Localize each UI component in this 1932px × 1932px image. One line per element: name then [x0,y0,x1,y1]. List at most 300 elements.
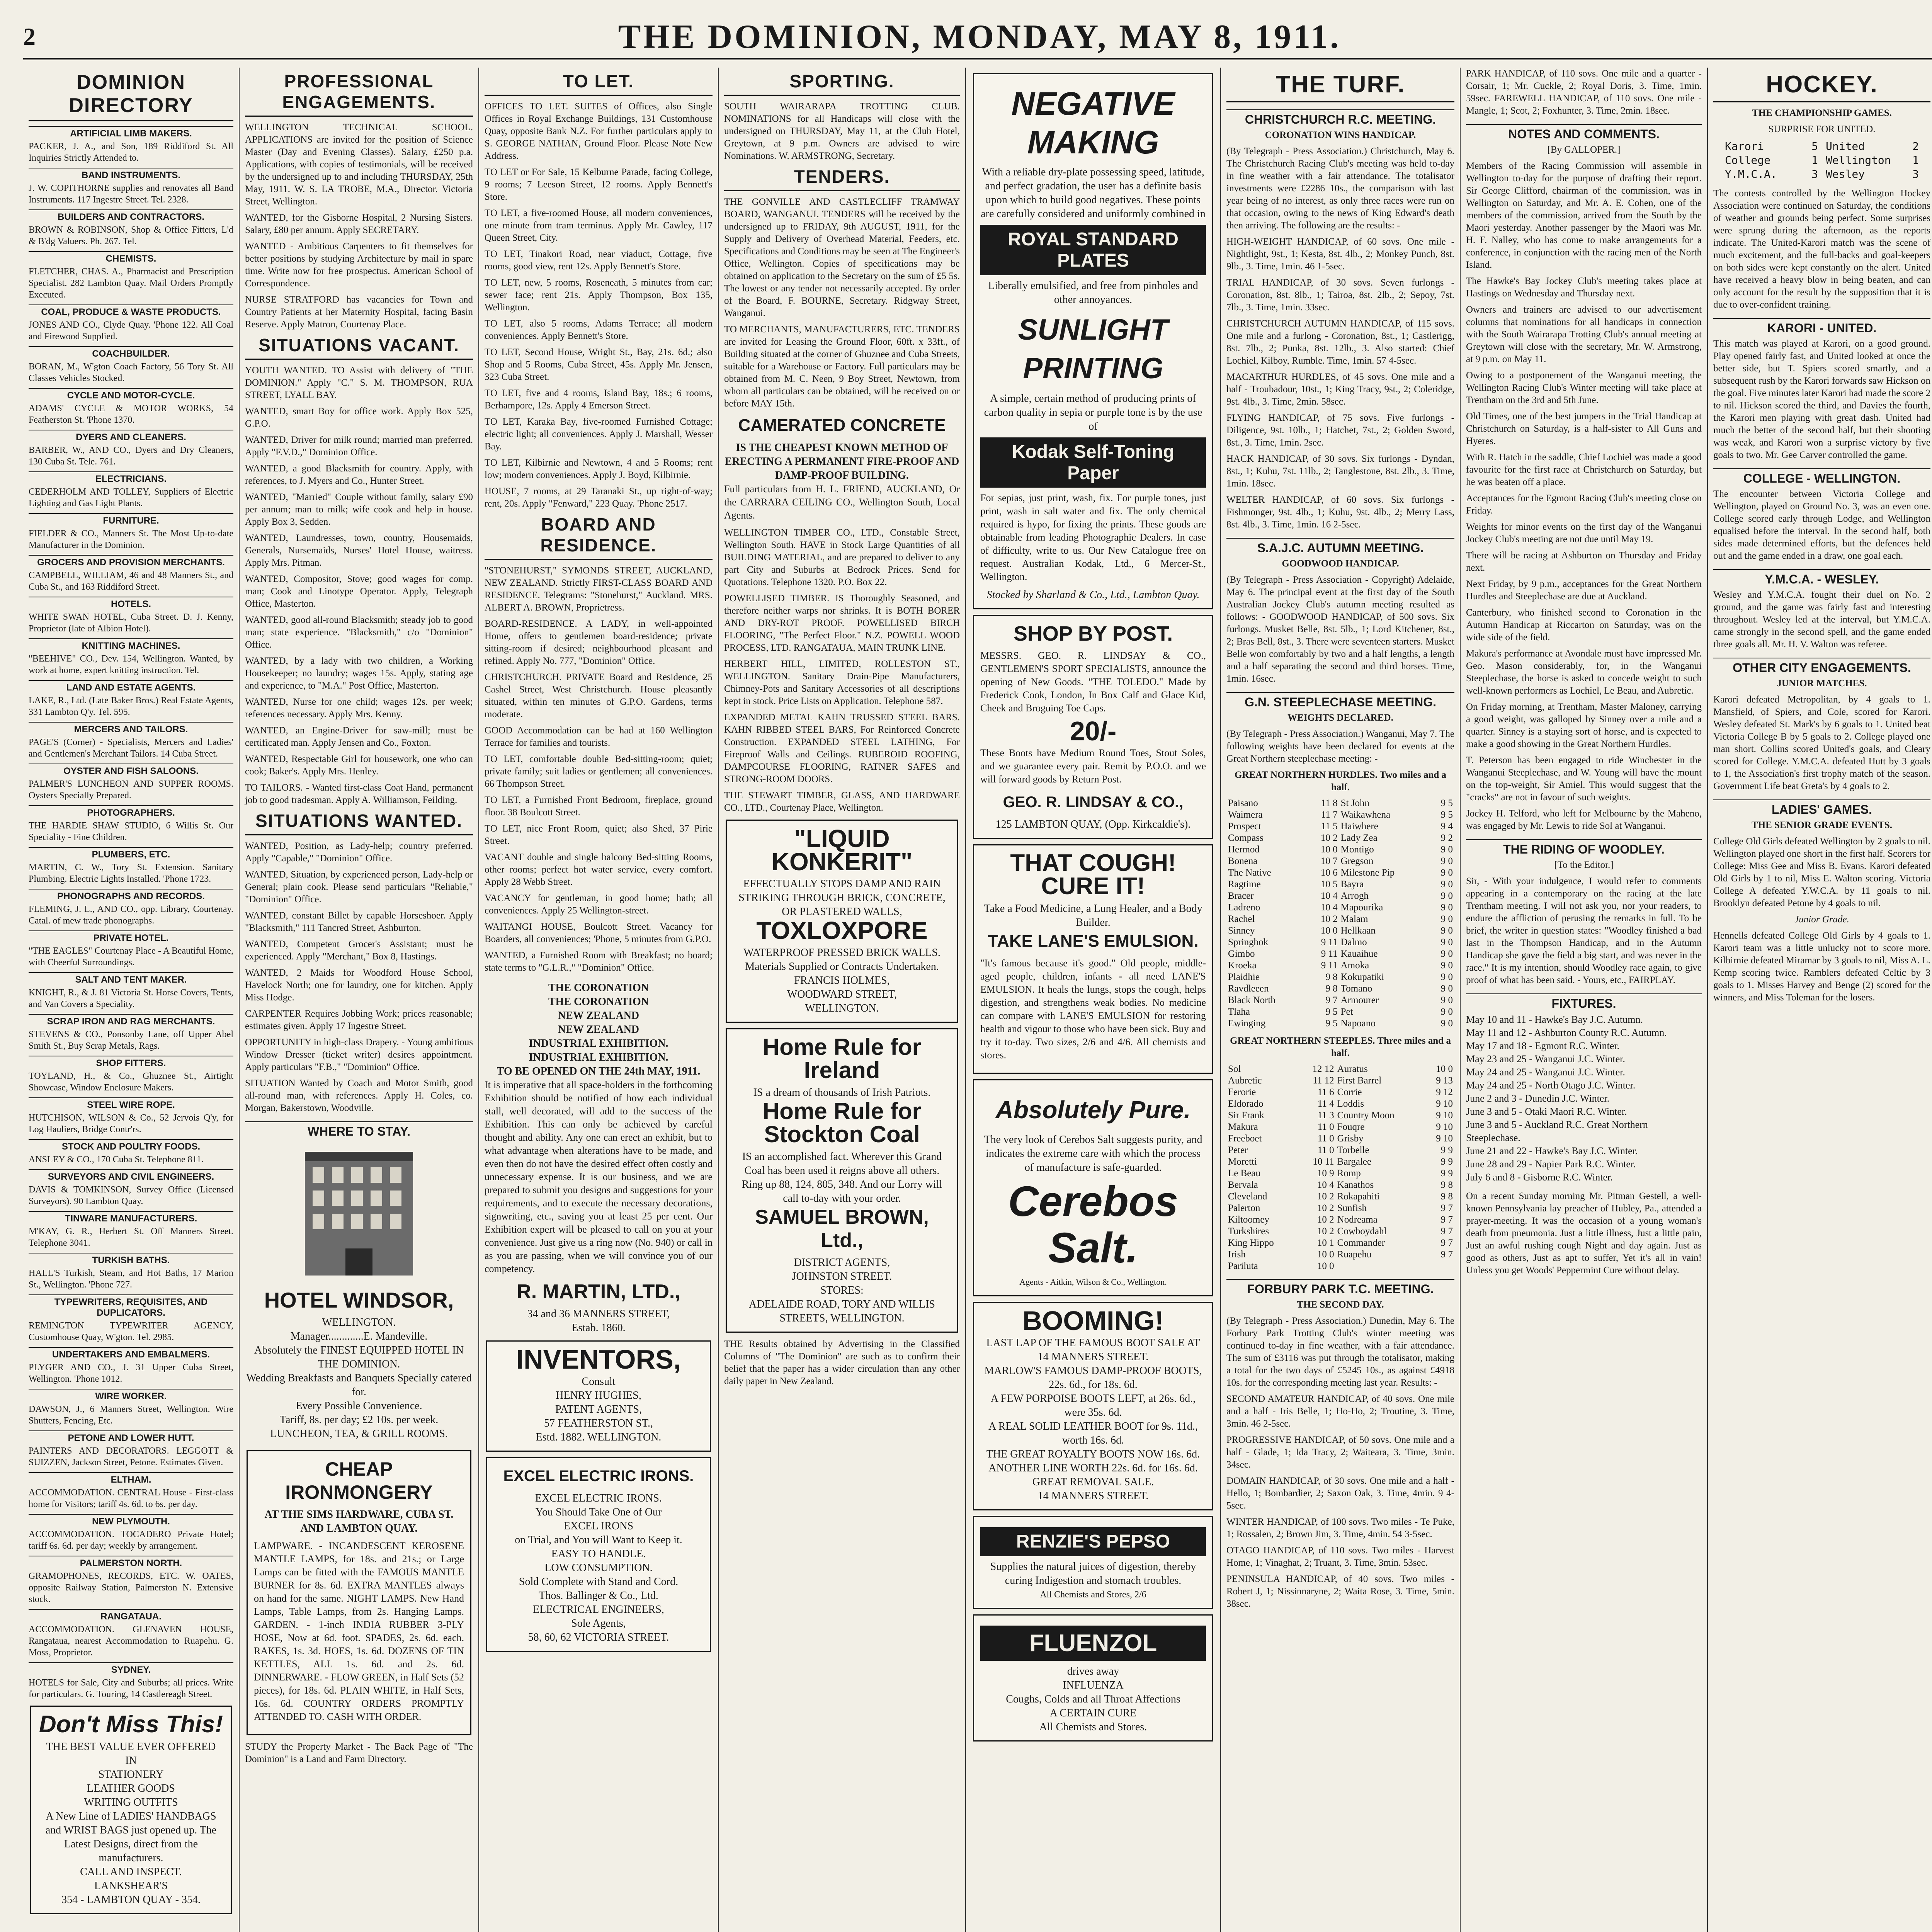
college-heading: COLLEGE - WELLINGTON. [1713,468,1930,486]
hurdles-row [1226,948,1454,960]
fluenzol-title: FLUENZOL [980,1626,1206,1661]
exhibition-line: INDUSTRIAL EXHIBITION. [529,1037,668,1049]
weight-cell: 10 4 [1317,1180,1334,1190]
karori-heading: KARORI - UNITED. [1713,318,1930,335]
weight-cell: 9 0 [1440,949,1453,959]
steeples-row [1226,1237,1454,1249]
to-let-entry: TO LET, Karaka Bay, five-roomed Furnished Cottage; electric light; all conveniences. Apply J. Marshall, Wesser Bay. [485,417,713,452]
weights-sub: WEIGHTS DECLARED. [1287,713,1393,723]
to-let-entry: TO LET, Kilbirnie and Newtown, 4 and 5 Rooms; rent low; modern conveniences. Apply J. Boyd, Kilbirnie. [485,457,713,480]
directory-category: PRIVATE HOTEL. [29,930,233,944]
horse-cell: Arrogh [1340,891,1369,901]
sajc-report: (By Telegraph - Press Association - Copyright) Adelaide, May 6. The principal event at the first day of the South Australian Jockey Club's autumn meeting resulted as follows: - GOODWOOD HANDICAP, of 500 sovs. Six furlongs. Musket Belle, 8st. 5lb., 1; Lord Kitchener, 8st., 2; Bras Bell, 8st., 3. There were seventeen starters. Musket Belle won comfortably by two and a half lengths, a length and a half separating the second and third horses. Time, 1min. 16sec. [1226,575,1454,684]
note-entry: Acceptances for the Egmont Racing Club's meeting close on Friday. [1466,493,1702,516]
timber-entry: POWELLISED TIMBER. IS Thoroughly Seasoned, and therefore neither warps nor shrinks. It is BOTH BORER AND DRY-ROT PROOF. POWELLISED BIRCH FLOORING, "The Perfect Floor." N.Z. POWELL WOOD PROCESS, LTD. RANGATAUA, MAIN TRUNK LINE. [724,593,960,653]
hurdles-row [1226,1006,1454,1018]
horse-cell: Bargalee [1337,1156,1372,1167]
exhibition-line: INDUSTRIAL EXHIBITION. [529,1051,668,1063]
horse-cell: Rokapahiti [1337,1191,1380,1202]
lankshear-ad [30,1706,232,1914]
inventors-line: PATENT AGENTS, [555,1403,642,1415]
column-directory [23,68,240,1932]
score-row [1725,139,1919,153]
hurdles-weights-table [1226,798,1454,1029]
horse-cell: Springbok [1228,937,1269,947]
weight-cell: 10 6 [1320,867,1338,878]
board-entry: GOOD Accommodation can be had at 160 Wellington Terrace for families and tourists. [485,725,713,748]
lankshear-line: LANKSHEAR'S [94,1880,168,1892]
weight-cell: 10 0 [1317,1261,1334,1271]
peppermint-cure-ad: On a recent Sunday morning Mr. Pitman Gestell, a well-known Pennsylvania lay preacher of Hubley, Pa., attended a prayer-meeting. It was the occasion of a young woman's death from pneumonia. Just a little illness, Just a little pain, Just an awful rushing cough Night and day again. Just as good as others, Just as apt to suffer, Yet it's all in vain! Unless you get Woods' Peppermint Cure without delay. [1466,1191,1702,1276]
ironmongery-title: CHEAP IRONMONGERY [285,1458,433,1503]
weight-cell: 9 0 [1440,937,1453,947]
directory-entry: CAMPBELL, WILLIAM, 46 and 48 Manners St., and Cuba St., and 163 Riddiford Street. [29,570,233,592]
royal-body: Liberally emulsified, and free from pinholes and other annoyances. [988,280,1198,306]
hurdles-row [1226,821,1454,832]
hurdles-row [1226,1018,1454,1029]
horse-cell: Torbelle [1337,1145,1369,1155]
fluenzol-line: All Chemists and Stores. [1039,1721,1147,1733]
to-let-heading: TO LET. [485,71,713,96]
horse-cell: Ferorie [1228,1087,1256,1097]
directory-category: FURNITURE. [29,513,233,526]
hurdles-row [1226,890,1454,902]
fixture-entry: May 11 and 12 - Ashburton County R.C. Autumn. [1466,1027,1667,1038]
directory-entry: THE HARDIE SHAW STUDIO, 6 Willis St. Our Speciality - Fine Children. [29,821,233,842]
sporting-list [724,100,960,162]
directory-entry: PALMER'S LUNCHEON AND SUPPER ROOMS. Oysters Specially Prepared. [29,779,233,801]
fixture-entry: June 3 and 5 - Otaki Maori R.C. Winter. [1466,1106,1627,1117]
directory-entry: FIELDER & CO., Manners St. The Most Up-to-date Manufacturer in the Dominion. [29,529,233,550]
directory-category: TURKISH BATHS. [29,1253,233,1266]
cough-body2: "It's famous because it's good." Old people, middle-aged people, children, infants - all need LANE'S EMULSION. It heals the lungs, stops the cough, helps digestion, and strengthens weak bodies. No medicine can compare with LANE'S EMULSION for restoring health and vigour to those who have been sick. Buy and try it to-day. Two sizes, 2/6 and 4/6. All chemists and stores. [980,957,1206,1061]
weight-cell: 9 2 [1440,833,1453,843]
inventors-line: HENRY HUGHES, [556,1389,641,1401]
weight-cell: 9 7 [1325,995,1338,1005]
horse-cell: First Barrel [1337,1075,1382,1086]
horse-cell: Hermod [1228,844,1260,855]
directory-list [29,126,233,1700]
directory-entry: PAINTERS AND DECORATORS. LEGGOTT & SUIZZEN, Jackson Street, Petone. Estimates Given. [29,1446,233,1468]
note-entry: The Hawke's Bay Jockey Club's meeting takes place at Hastings on Wednesday and Thursday next. [1466,276,1702,299]
booming-line: 14 MANNERS STREET. [1037,1351,1149,1363]
horse-cell: Black North [1228,995,1276,1005]
directory-entry: ACCOMMODATION. GLENAVEN HOUSE, Rangataua, nearest Accommodation to Ruapehu. G. Moss, Proprietor. [29,1624,233,1658]
weight-cell: 10 4 [1320,902,1338,913]
horse-cell: Le Beau [1228,1168,1260,1179]
weight-cell: 9 5 [1325,1018,1338,1029]
wanted-entry: CARPENTER Requires Jobbing Work; prices reasonable; estimates given. Apply 17 Ingestre Street. [245,1009,473,1031]
weight-cell: 9 0 [1440,902,1453,913]
directory-category: ELECTRICIANS. [29,471,233,485]
directory-category: SHOP FITTERS. [29,1056,233,1069]
horse-cell: Freeboet [1228,1133,1262,1144]
hurdles-row [1226,867,1454,879]
professional-entry: WANTED, for the Gisborne Hospital, 2 Nursing Sisters. Salary, £80 per annum. Apply SECRETARY. [245,213,473,235]
weight-cell: 10 11 [1313,1156,1334,1167]
toxloxpore-line: FRANCIS HOLMES, [794,975,890,986]
hurdles-row [1226,855,1454,867]
directory-category: HOTELS. [29,597,233,610]
horse-cell: Cleveland [1228,1191,1267,1202]
weight-cell: 9 0 [1440,1007,1453,1017]
away-team: United [1826,140,1865,153]
pepso-title: RENZIE'S PEPSO [980,1527,1206,1556]
horse-cell: Ladreno [1228,902,1260,913]
horse-cell: Corrie [1337,1087,1362,1097]
directory-category: PALMERSTON NORTH. [29,1556,233,1569]
hotel-door [345,1248,372,1276]
steeples-title: GREAT NORTHERN STEEPLES. Three miles and a half. [1230,1036,1451,1058]
masthead [23,15,1932,60]
directory-category: SURVEYORS AND CIVIL ENGINEERS. [29,1169,233,1182]
home-score: 5 [1811,140,1818,153]
inventors-ad [486,1340,711,1452]
horse-cell: Eldorado [1228,1099,1264,1109]
directory-category: PETONE AND LOWER HUTT. [29,1430,233,1444]
horse-cell: Waimera [1228,810,1263,820]
directory-category: OYSTER AND FISH SALOONS. [29,764,233,777]
horse-cell: Gimbo [1228,949,1255,959]
note-entry: Old Times, one of the best jumpers in the Trial Handicap at Christchurch on Saturday, is a half-sister to All Guns and Hyeres. [1466,411,1702,446]
horse-cell: Ruapehu [1337,1249,1372,1260]
vacant-entry: WANTED, Compositor, Stove; good wages for comp. man; Cook and Linotype Operator. Apply, Telegraph Office, Masterton. [245,574,473,609]
horse-cell: The Native [1228,867,1271,878]
directory-entry: STEVENS & CO., Ponsonby Lane, off Upper Abel Smith St., Buy Scrap Metals, Rags. [29,1029,233,1051]
directory-entry: HUTCHISON, WILSON & Co., 52 Jervois Q'y, for Log Hauliers, Bridge Contr'rs. [29,1113,233,1134]
weight-cell: 10 2 [1317,1203,1334,1213]
martin-estab: Estab. 1860. [571,1322,626,1334]
directory-entry: M'KAY, G. R., Herbert St. Off Manners Street. Telephone 3041. [29,1226,233,1248]
turf-heading: THE TURF. [1226,71,1454,102]
directory-category: TYPEWRITERS, REQUISITES, AND DUPLICATORS. [29,1294,233,1318]
forbury-result: WINTER HANDICAP, of 100 sovs. Two miles - Te Puke, 1; Rossalen, 2; Brown Jim, 3. Time, 4min. 54 3-5sec. [1226,1517,1454,1539]
weight-cell: 9 0 [1440,960,1453,971]
directory-entry: MARTIN, C. W., Tory St. Extension. Sanitary Plumbing. Electric Lights Installed. 'Phone 1723. [29,862,233,884]
wanted-entry: WANTED, Position, as Lady-help; country preferred. Apply "Capable," "Dominion" Office. [245,841,473,864]
booming-line: 14 MANNERS STREET. [1037,1490,1149,1502]
toxloxpore-line: Materials Supplied or Contracts Undertaken. [745,961,939,973]
weight-cell: 9 7 [1440,1238,1453,1248]
liquid-title: "LIQUID KONKERIT" [771,825,913,876]
directory-category: GROCERS AND PROVISION MERCHANTS. [29,555,233,568]
forbury-result: DOMAIN HANDICAP, of 30 sovs. One mile and a half - Hello, 1; Bombardier, 2; Saxon Oak, 3. Time, 4min. 9 4-5sec. [1226,1476,1454,1511]
steeples-row [1226,1202,1454,1214]
cough-title: THAT COUGH! CURE IT! [1010,850,1176,900]
note-entry: T. Peterson has been engaged to ride Winchester in the Wanganui Steeplechase, and W. Young will have the mount on the top-weight, Sir Amiel. This would suggest that the "cracks" are not in favour of such weights. [1466,755,1702,803]
score-row [1725,153,1919,167]
inventors-title: INVENTORS, [516,1344,681,1374]
note-entry: Jockey H. Telford, who left for Melbourne by the Maheno, was engaged by Mr. Lewis to ride Sol at Wanganui. [1466,808,1702,831]
vacant-entry: YOUTH WANTED. TO Assist with delivery of "THE DOMINION." Apply "C." S. M. THOMPSON, RUA STREET, LYALL BAY. [245,365,473,400]
vacant-entry: WANTED, by a lady with two children, a Working Housekeeper; no laundry; wages 15s. Apply, stating age and experience, to "M.A." Post Office, Masterton. [245,656,473,691]
negative-making-ad [973,73,1213,609]
steeples-row [1226,1179,1454,1191]
professional-heading: PROFESSIONAL ENGAGEMENTS. [245,71,473,117]
column-hockey [1708,68,1932,1932]
steeples-weights-table [1226,1063,1454,1272]
steeples-row [1226,1133,1454,1145]
directory-entry: DAWSON, J., 6 Manners Street, Wellington. Wire Shutters, Fencing, Etc. [29,1404,233,1426]
directory-category: PLUMBERS, ETC. [29,847,233,860]
steeples-row [1226,1191,1454,1202]
inventors-line: Consult [582,1376,616,1388]
to-let-entry: OFFICES TO LET. SUITES of Offices, also Single Offices in Royal Exchange Buildings, 131 Customhouse Quay, opposite Bank N.Z. For further particulars apply to S. GEORGE NATHAN, Ground Floor. Please Note New Address. [485,101,713,161]
forbury-result: SECOND AMATEUR HANDICAP, of 40 sovs. One mile and a half - Iris Belle, 1; Ho-Ho, 2; Troutine, 3. Time, 3min. 46 2-5sec. [1226,1394,1454,1429]
horse-cell: King Hippo [1228,1238,1274,1248]
directory-entry: FLEMING, J. L., AND CO., opp. Library, Courtenay. Catal. of mew trade phonographs. [29,904,233,926]
junior-grade-report: Hennells defeated College Old Girls by 4 goals to 1. Karori team was a little unlucky not to score more. Kilbirnie defeated Miramar by 3 goals to nil, Miss A. L. Kemp scoring twice. Ramblers defeated Celtic by 3 goals to 1. Misses Harvey and Benge (2) scored for the winners, and Miss Toleman for the losers. [1713,930,1930,1003]
board-entry: WAITANGI HOUSE, Boulcott Street. Vacancy for Boarders, all conveniences; 'Phone, 5 minutes from G.P.O. [485,922,713,944]
home-score: 3 [1811,168,1818,180]
hurdles-title: GREAT NORTHERN HURDLES. Two miles and a half. [1234,770,1447,793]
booming-lines [980,1336,1206,1503]
hotel-line: WELLINGTON. [322,1316,396,1328]
lanes-emulsion-ad [973,844,1213,1074]
column-to-let [479,68,719,1932]
directory-entry: HALL'S Turkish, Steam, and Hot Baths, 17 Marion St., Wellington. 'Phone 727. [29,1268,233,1290]
home-rule-t1: IS a dream of thousands of Irish Patriots. [753,1087,931,1099]
race-result: HACK HANDICAP, of 30 sovs. Six furlongs - Dyndan, 8st., 1; Kuhu, 7st. 11lb., 2; Tanglestone, 8st. 2lb., 3. Time, 1min. 18sec. [1226,454,1454,489]
booming-line: LAST LAP OF THE FAMOUS BOOT SALE AT [986,1337,1200,1349]
steeples-row [1226,1249,1454,1260]
horse-cell: Kauaihue [1340,949,1378,959]
horse-cell: Sir Frank [1228,1110,1264,1121]
vacant-entry: WANTED, Respectable Girl for housework, one who can cook; Baker's. Apply Mrs. Henley. [245,754,473,777]
directory-category: UNDERTAKERS AND EMBALMERS. [29,1347,233,1360]
vacant-entry: WANTED, Nurse for one child; wages 12s. per week; references necessary. Apply Mrs. Kenny. [245,697,473,719]
pepso-foot: All Chemists and Stores, 2/6 [1040,1590,1146,1600]
horse-cell: Irish [1228,1249,1246,1260]
concrete-body2: Full particulars from H. L. FRIEND, AUCKLAND, Or the CARRARA CEILING CO., Wellington South, Local Agents. [724,483,960,521]
weight-cell [1425,1260,1454,1272]
irons-line: LOW CONSUMPTION. [544,1562,653,1574]
note-entry: With R. Hatch in the saddle, Chief Lochiel was made a good favourite for the first race at Christchurch on Saturday, but he was beaten off a place. [1466,452,1702,487]
royal-title: ROYAL STANDARD PLATES [980,225,1206,275]
horse-cell: Bervala [1228,1180,1258,1190]
horse-cell: Moretti [1228,1156,1257,1167]
weight-cell: 11 6 [1317,1087,1334,1097]
samuel-brown-firm: SAMUEL BROWN, Ltd., [755,1206,929,1252]
directory-entry: FLETCHER, CHAS. A., Pharmacist and Prescription Specialist. 282 Lambton Quay. Mail Orders Promptly Executed. [29,267,233,300]
directory-category: LAND AND ESTATE AGENTS. [29,680,233,693]
gn-heading: G.N. STEEPLECHASE MEETING. [1226,692,1454,709]
weight-cell: 9 10 [1436,1122,1453,1132]
wanted-entry: SITUATION Wanted by Coach and Motor Smith, good all-round man, with references. Apply H. Coles, co. Morgan, Bakerstown, Woodville. [245,1078,473,1113]
hotel-line: Absolutely the FINEST EQUIPPED HOTEL IN THE DOMINION. [254,1344,464,1370]
timber-entry: EXPANDED METAL KAHN TRUSSED STEEL BARS. KAHN RIBBED STEEL BARS, For Reinforced Concrete Construction. EXPANDED STEEL LATHING, For Fireproof Walls and Ceilings. RUBEROID ROOFING, DAMPCOURSE FLOORING, RATNER SAFES and STRONG-ROOM DOORS. [724,712,960,784]
note-entry: Members of the Racing Commission will assemble in Wellington to-day for the purpose of drafting their report. Sir George Clifford, chairman of the commission, was in Wellington on Saturday, and Mr. A. E. Cohen, one of the members of the commission, arrived from the South by the Maori yesterday. Another passenger by the Maori was Mr. H. F. Nalley, who has come to make arrangements for a conference, in conjunction with the racing men of the North Island. [1466,161,1702,270]
steeples-row [1226,1075,1454,1087]
horse-cell: Romp [1337,1168,1361,1179]
home-team: Karori [1725,140,1764,153]
note-entry: Owners and trainers are advised to our advertisement columns that nominations for all handicaps in connection with the South Wairarapa Trotting Club's annual meeting at Greytown will close with the secretary, Mr. W. Armstrong, at 9 p.m. on May 11. [1466,304,1702,364]
tender-entry: TO MERCHANTS, MANUFACTURERS, ETC. TENDERS are invited for Leasing the Ground Floor, 60ft. x 33ft., of Building situated at the corner of Ghuznee and Cuba Streets, suitable for a Warehouse or Factory. Full particulars may be obtained from M. C. Neen, 9 Boy Street, Newtown, from whom all particulars can be obtained, will be received on or before MAY 15th. [724,324,960,409]
horse-cell: Aubretic [1228,1075,1262,1086]
professional-entry: WANTED - Ambitious Carpenters to fit themselves for better positions by studying Architecture by mail in spare time. Write now for free prospectus. American School of Correspondence. [245,241,473,289]
away-score: 3 [1912,168,1919,180]
to-let-entry: TO LET, Second House, Wright St., Bay, 21s. 6d.; also Shop and 5 Rooms, Cuba Street, 45s. Apply Mr. Jensen, 323 Cuba Street. [485,347,713,382]
directory-entry: TOYLAND, H., & Co., Ghuznee St., Airtight Showcase, Window Enclosure Makers. [29,1071,233,1093]
directory-entry: HOTELS for Sale, City and Suburbs; all prices. Write for particulars. G. Touring, 14 Castlereagh Street. [29,1678,233,1699]
note-entry: There will be racing at Ashburton on Thursday and Friday next. [1466,550,1702,573]
weight-cell: 9 5 [1440,798,1453,808]
vacant-heading: SITUATIONS VACANT. [245,335,473,360]
cerebos-foot: Agents - Aitkin, Wilson & Co., Wellington. [1019,1277,1167,1287]
directory-category: CYCLE AND MOTOR-CYCLE. [29,388,233,401]
irons-line: 58, 60, 62 VICTORIA STREET. [528,1631,669,1643]
weight-cell: 9 5 [1325,1007,1338,1017]
weight-cell: 10 2 [1320,833,1338,843]
horse-cell: Country Moon [1337,1110,1395,1121]
inventors-lines [493,1375,704,1444]
horse-cell: Pet [1340,1007,1353,1017]
weight-cell: 9 7 [1440,1214,1453,1225]
liquid-line: EFFECTUALLY STOPS DAMP AND RAIN STRIKING THROUGH BRICK, CONCRETE, OR PLASTERED WALLS, [738,878,946,918]
home-rule-title: Home Rule for Ireland [762,1034,922,1083]
to-let-entry: TO LET, a five-roomed House, all modern conveniences, one minute from tram terminus. Apply Mr. Cawley, 117 Queen Street, City. [485,208,713,243]
weight-cell: 9 9 [1440,1145,1453,1155]
directory-entry: "BEEHIVE" CO., Dev. 154, Wellington. Wanted, by work at home, expert knitting instruction. Tel. [29,654,233,675]
weight-cell: 9 10 [1436,1099,1453,1109]
hotel-building-illustration [278,1144,440,1283]
hotel-line: Manager.............E. Mandeville. [290,1330,428,1342]
concrete-title: CAMERATED CONCRETE [738,416,946,435]
directory-entry: WHITE SWAN HOTEL, Cuba Street. D. J. Kenny, Proprietor (late of Albion Hotel). [29,612,233,634]
forbury-result: PENINSULA HANDICAP, of 40 sovs. Two miles - Robert J, 1; Nissinnaryne, 2; Waita Rose, 3. Time, 5min. 38sec. [1226,1574,1454,1609]
riding-sub: [To the Editor.] [1554,860,1614,870]
home-rule-ad [726,1028,958,1333]
vacant-entry: WANTED, good all-round Blacksmith; steady job to good man; state experience. "Blacksmith," c/o "Dominion" Office. [245,615,473,650]
directory-category: NEW PLYMOUTH. [29,1514,233,1527]
cerebos-brand: Cerebos Salt. [1008,1178,1179,1272]
weight-cell: 10 0 [1320,925,1338,936]
vacant-entry: WANTED, Laundresses, town, country, Housemaids, Generals, Nursemaids, Nurses' Hotel House, waitress. Apply Mrs. Pitman. [245,533,473,568]
away-score: 2 [1912,140,1919,153]
sunlight-body: A simple, certain method of producing prints of carbon quality in sepia or purple tone is by the use of [984,393,1202,432]
negative-body: With a reliable dry-plate possessing speed, latitude, and perfect gradation, the user has a definite basis upon which to build good negatives. These points are carefully considered and uniformly combined in [981,166,1206,220]
martin-address: 34 and 36 MANNERS STREET, [527,1308,670,1320]
forbury-result: PROGRESSIVE HANDICAP, of 50 sovs. One mile and a half - Glade, 1; Ida Tracy, 2; Waiteara, 3. Time, 3min. 34sec. [1226,1435,1454,1470]
weight-cell: 11 7 [1321,810,1338,820]
race-result: WELTER HANDICAP, of 60 sovs. Six furlongs - Fishmonger, 9st. 4lb., 1; Kuhu, 9st. 4lb., 2; Merry Lass, 8st. 4lb., 3. Time, 1min. 16 2-5sec. [1226,495,1454,530]
kodak-body: For sepias, just print, wash, fix. For purple tones, just print, wash in salt water and fix. The only chemical required is hypo, for fixing the prints. These goods are obtainable from leading Photographic Dealers. In case of difficulty, write to us. Our New Catalogue free on request. Australian Kodak, Ltd., 6 Mercer-St., Wellington. [980,492,1206,582]
exhibition-line: TO BE OPENED ON THE 24th MAY, 1911. [497,1065,701,1077]
hotel-line: Wedding Breakfasts and Banquets Specially catered for. [246,1372,472,1398]
fluenzol-line: INFLUENZA [1063,1679,1124,1691]
junior-grade-heading: Junior Grade. [1794,914,1849,925]
cerebos-body: The very look of Cerebos Salt suggests purity, and indicates the extreme care with which the process of manufacture is safe-guarded. [984,1134,1202,1173]
vacant-entry: TO TAILORS. - Wanted first-class Coat Hand, permanent job to good tradesman. Apply A. Williamson, Feilding. [245,782,473,805]
column-notes [1461,68,1708,1932]
weight-cell: 10 2 [1320,914,1338,924]
fluenzol-lines [980,1665,1206,1734]
lankshear-line: THE BEST VALUE EVER OFFERED [46,1741,216,1753]
to-let-entry: HOUSE, 7 rooms, at 29 Taranaki St., up right-of-way; rent, 20s. Apply "Fenward," 223 Quay. 'Phone 2517. [485,486,713,509]
hockey-heading: HOCKEY. [1713,71,1930,102]
steeples-row [1226,1226,1454,1237]
directory-entry: BROWN & ROBINSON, Shop & Office Fitters, L'd & B'dg Valuers. Ph. 267. Tel. [29,225,233,247]
hotel-line: Every Possible Convenience. [296,1400,422,1412]
negative-title: NEGATIVE MAKING [1011,85,1175,160]
weight-cell: 10 1 [1317,1238,1334,1248]
hockey-scores [1725,139,1919,181]
weight-cell: 9 0 [1440,1018,1453,1029]
weight-cell: 9 7 [1440,1203,1453,1213]
weight-cell: 10 2 [1317,1226,1334,1236]
timber-entry: HERBERT HILL, LIMITED, ROLLESTON ST., WELLINGTON. Sanitary Drain-Pipe Manufacturers, Chimney-Pots and Sanitary Accessories of all descriptions kept in stock. Price Lists on Application. Telephone 587. [724,659,960,706]
lankshear-line: STATIONERY [98,1769,164,1781]
directory-entry: J. W. COPITHORNE supplies and renovates all Band Instruments. 117 Ingestre Street. Tel. 2328. [29,183,233,205]
directory-category: TINWARE MANUFACTURERS. [29,1211,233,1224]
directory-entry: ACCOMMODATION. CENTRAL House - First-class home for Visitors; tariff 4s. 6d. to 6s. per day. [29,1488,233,1509]
junior-report: Karori defeated Metropolitan, by 4 goals to 1. Mansfield, of Spiers, and Cole, scored for Karori. Wesley defeated St. Mark's by 6 goals to 1. United beat Victoria College B by 5 goals to 2. College played one man short. Collins scored United's goals, and Cleary scored for College. Y.M.C.A. defeated Hutt by 3 goals to 1, the Association's first trophy match of the season. Government Life beat Greta's by 4 goals to 2. [1713,694,1930,791]
ladies-report: College Old Girls defeated Wellington by 2 goals to nil. Wellington played one short in the first half. Scorers for College: Miss Gee and Miss B. Evans. Karori defeated Old Girls by 1 to nil, Miss E. Walton scoring. Victoria College A defeated Y.W.C.A. by 11 goals to nil. Brooklyn defeated Petone by 4 goals to nil. [1713,836,1930,908]
weight-cell: 9 8 [1440,1180,1453,1190]
horse-cell: Sunfish [1337,1203,1367,1213]
riding-letter: Sir, - With your indulgence, I would refer to comments appearing in a contemporary on the racing at the late Trentham meeting. I will not ask you, nor your readers, to endure the affliction of perusing the remarks in full. To be brief, the writer in question states: "Woodley finished a bad last in the Thompson Handicap, and in the Autumn Handicap she gave the field a big start, and was never in the race." It is my intention, should Woodley race again, to give proof of what has been said. - Yours, etc., FAIRPLAY. [1466,876,1702,985]
directory-category: COACHBUILDER. [29,346,233,359]
other-heading: OTHER CITY ENGAGEMENTS. [1713,658,1930,675]
horse-cell: Hellkaan [1340,925,1376,936]
toxloxpore-line: WOODWARD STREET, [787,988,897,1000]
horse-cell: Tlaha [1228,1007,1250,1017]
lankshear-lines [37,1740,224,1907]
directory-entry: PACKER, J. A., and Son, 189 Riddiford St. All Inquiries Strictly Attended to. [29,141,233,163]
fixture-entry: July 6 and 8 - Gisborne R.C. Winter. [1466,1172,1613,1183]
weight-cell: 9 7 [1440,1249,1453,1260]
directory-entry: CEDERHOLM AND TOLLEY, Suppliers of Electric Lighting and Gas Light Plants. [29,487,233,509]
column-sporting-tenders [719,68,966,1932]
weight-cell: 9 10 [1436,1133,1453,1144]
kodak-title: Kodak Self-Toning Paper [980,437,1206,488]
ymca-report: Wesley and Y.M.C.A. fought their duel on No. 2 ground, and the game was fairly fast and interesting throughout. Wesley led at the interval, but Y.M.C.A. came strongly in the second spell, and the game ended three goals all. Mr. H. V. Walton was referee. [1713,590,1930,650]
horse-cell: Haiwhere [1340,821,1378,832]
hurdles-row [1226,879,1454,890]
hockey-intro: The contests controlled by the Wellington Hockey Association were continued on Saturday, the conditions of weather and grounds being perfect. Some surprises were sprung during the afternoon, as the reports indicate. The United-Karori match was the scene of much excitement, and the full-backs and goal-keepers on both sides were kept constantly on the alert. United have received a heavy blow in being beaten, and can only account for the result by the supposition that it is due to over-confident training. [1713,188,1930,310]
hurdles-row [1226,983,1454,995]
fluenzol-line: Coughs, Colds and all Throat Affections [1006,1693,1180,1705]
note-entry: On Friday morning, at Trentham, Master Maloney, carrying a good weight, was galloped by Sinney over a mile and a quarter. Sinney is a staying sort of horse, and is expected to make a good showing in the Great Northern Hurdles. [1466,702,1702,749]
steeples-row [1226,1168,1454,1179]
hotel-line: Tariff, 8s. per day; £2 10s. per week. [279,1414,439,1426]
ironmongery-body: LAMPWARE. - INCANDESCENT KEROSENE MANTLE LAMPS, for 18s. and 21s.; or Large Lamps can be fitted with the FAMOUS MANTLE BURNER for 8s. 6d. EXTRA MANTLES always on hand for the same. NIGHT LAMPS. New Hand Lamps, Table Lamps, from 2s. Hanging Lamps. GARDEN. - 1-inch INDIA RUBBER 3-PLY HOSE, Now at 6d. foot. SPADES, 2s. 6d. each. RAKES, 1s. 3d. HOES, 1s. 6d. DOZENS OF TIN KETTLES, ALL 1s. 6d. and 2s. 6d. DINNERWARE. - FLOW GREEN, in Half Sets (52 pieces), for 18s. 6d. PLAIN WHITE, in Half Sets, 16s. 6d. COUNTRY ORDERS PROMPTLY ATTENDED TO. CASH WITH ORDER. [254,1540,464,1722]
horse-cell: Palerton [1228,1203,1260,1213]
cerebos-ad [973,1079,1213,1296]
sporting-heading: SPORTING. [724,71,960,96]
second-day-sub: THE SECOND DAY. [1297,1299,1384,1310]
weight-cell: 10 5 [1320,879,1338,889]
note-entry: Makura's performance at Avondale must have impressed Mr. Geo. Mason considerably, for, in the Wanganui Steeplechase, the horse is asked to concede weight to such well-known performers as Lochiel, Le Beau, and Aubretic. [1466,648,1702,696]
home-rule-line: ADELAIDE ROAD, TORY AND WILLIS STREETS, WELLINGTON. [749,1298,935,1324]
steeples-row [1226,1121,1454,1133]
shop-title: SHOP BY POST. [1013,622,1173,645]
horse-cell: Makura [1228,1122,1258,1132]
horse-cell: Loddis [1337,1099,1364,1109]
page-number: 2 [23,23,36,50]
irons-line: ELECTRICAL ENGINEERS, [533,1604,664,1616]
forbury-heading: FORBURY PARK T.C. MEETING. [1226,1279,1454,1296]
weight-cell: 9 11 [1321,949,1338,959]
away-team: Wesley [1826,168,1865,180]
horse-cell: Prospect [1228,821,1262,832]
score-row [1725,167,1919,181]
vacant-list [245,364,473,806]
directory-entry: "THE EAGLES" Courtenay Place - A Beautiful Home, with Cheerful Surroundings. [29,946,233,968]
exhibition-line: NEW ZEALAND [558,1010,639,1022]
weight-cell: 10 0 [1436,1064,1453,1074]
weight-cell: 10 4 [1320,891,1338,901]
